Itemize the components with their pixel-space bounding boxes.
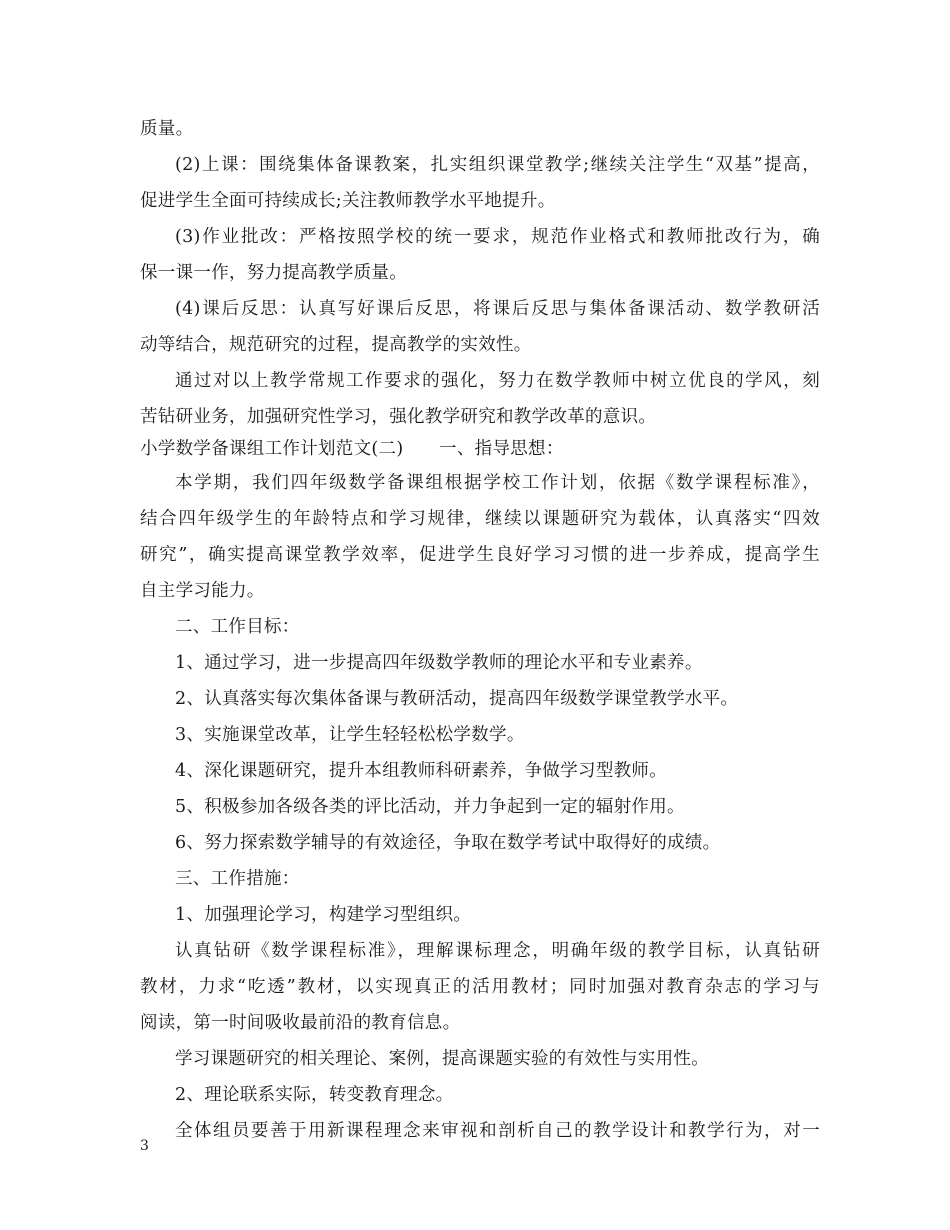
- page-number: 3: [140, 1138, 149, 1154]
- paragraph-line: (3)作业批改：严格按照学校的统一要求，规范作业格式和教师批改行为，确: [175, 227, 820, 247]
- paragraph-line: 本学期，我们四年级数学备课组根据学校工作计划，依据《数学课程标准》，: [175, 473, 820, 493]
- list-item: 3、实施课堂改革，让学生轻轻松松学数学。: [175, 725, 525, 745]
- paragraph-line: 保一课一作，努力提高教学质量。: [140, 263, 407, 283]
- list-item: 4、深化课题研究，提升本组教师科研素养，争做学习型教师。: [175, 761, 668, 781]
- list-item: 1、加强理论学习，构建学习型组织。: [175, 905, 472, 925]
- paragraph-line: 质量。: [140, 119, 194, 139]
- paragraph-line: (4)课后反思：认真写好课后反思，将课后反思与集体备课活动、数学教研活: [175, 299, 820, 319]
- paragraph-line: 动等结合，规范研究的过程，提高教学的实效性。: [140, 335, 532, 355]
- paragraph-line: 教材，力求“吃透”教材，以实现真正的活用教材；同时加强对教育杂志的学习与: [140, 977, 820, 997]
- paragraph-line: 全体组员要善于用新课程理念来审视和剖析自己的教学设计和教学行为，对一: [175, 1121, 820, 1141]
- paragraph-line: 苦钻研业务，加强研究性学习，强化教学研究和教学改革的意识。: [140, 407, 657, 427]
- list-item: 1、通过学习，进一步提高四年级数学教师的理论水平和专业素养。: [175, 653, 703, 673]
- paragraph-line: 阅读，第一时间吸收最前沿的教育信息。: [140, 1013, 461, 1033]
- section-heading: 二、工作目标：: [175, 617, 300, 637]
- list-item: 2、认真落实每次集体备课与教研活动，提高四年级数学课堂教学水平。: [175, 689, 739, 709]
- paragraph-line: 结合四年级学生的年龄特点和学习规律，继续以课题研究为载体，认真落实“四效: [140, 509, 820, 529]
- paragraph-line: 认真钻研《数学课程标准》，理解课标理念，明确年级的教学目标，认真钻研: [175, 941, 820, 961]
- paragraph-line: 通过对以上教学常规工作要求的强化，努力在数学教师中树立优良的学风，刻: [175, 371, 820, 391]
- section-heading-line: 小学数学备课组工作计划范文(二) 一、指导思想：: [140, 439, 564, 459]
- list-item: 6、努力探索数学辅导的有效途径，争取在数学考试中取得好的成绩。: [175, 833, 721, 853]
- paragraph-line: 促进学生全面可持续成长;关注教师教学水平地提升。: [140, 191, 556, 211]
- list-item: 2、理论联系实际，转变教育理念。: [175, 1085, 454, 1105]
- paragraph-line: 自主学习能力。: [140, 581, 265, 601]
- section-heading: 三、工作措施：: [175, 869, 300, 889]
- list-item: 5、积极参加各级各类的评比活动，并力争起到一定的辐射作用。: [175, 797, 685, 817]
- paragraph-line: 学习课题研究的相关理论、案例，提高课题实验的有效性与实用性。: [175, 1049, 709, 1069]
- paragraph-line: 研究”，确实提高课堂教学效率，促进学生良好学习习惯的进一步养成，提高学生: [140, 545, 820, 565]
- paragraph-line: (2)上课：围绕集体备课教案，扎实组织课堂教学;继续关注学生“双基”提高，: [175, 155, 820, 175]
